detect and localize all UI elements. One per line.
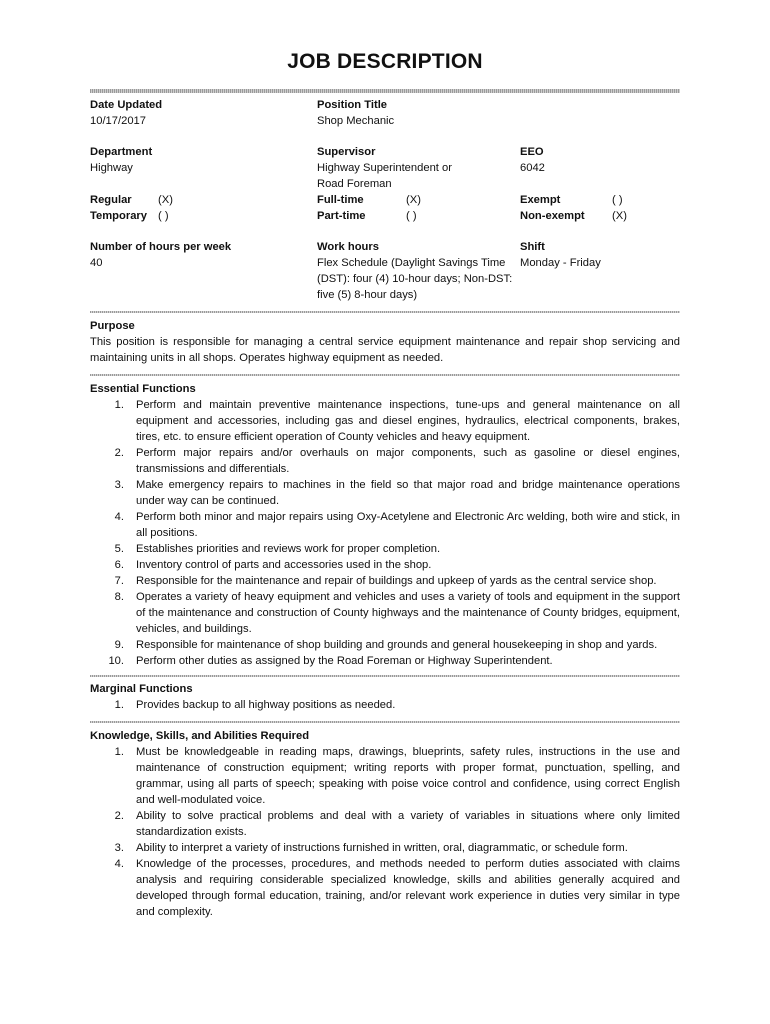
fulltime-label: Full-time	[317, 194, 364, 206]
list-number: 2.	[114, 810, 124, 822]
list-item	[90, 445, 680, 477]
position-title-label: Position Title	[317, 99, 388, 111]
list-item	[90, 541, 680, 557]
supervisor-label: Supervisor	[317, 146, 376, 158]
list-item-text: Operates a variety of heavy equipment and vehicles and uses a variety of tools and equipment in the support of the maintenance and construction of County highways and the maintenance of County bridges, equipment, vehicles, and buildings.	[136, 591, 680, 635]
list-number: 3.	[114, 842, 124, 854]
list-number: 10.	[108, 655, 124, 667]
essential-functions-list	[90, 397, 680, 669]
list-item	[90, 509, 680, 541]
list-item-text: Provides backup to all highway positions as needed.	[136, 699, 396, 711]
exempt-checkbox: ( )	[612, 194, 623, 206]
ksa-heading: Knowledge, Skills, and Abilities Required	[90, 730, 310, 742]
list-number: 4.	[114, 858, 124, 870]
temporary-checkbox: ( )	[158, 210, 169, 222]
list-item	[90, 557, 680, 573]
list-item-text: Knowledge of the processes, procedures, and methods needed to perform duties associated with claims analysis and requiring considerable specialized knowledge, skills and abilities generally acquired and developed through formal education, training, and/or relevant work experience in duties very similar in type and complexity.	[136, 858, 680, 918]
essential-functions-heading: Essential Functions	[90, 383, 196, 395]
workhours-line-1: Flex Schedule (Daylight Savings Time	[317, 257, 506, 269]
department-value: Highway	[90, 162, 133, 174]
list-item	[90, 697, 680, 713]
marginal-functions-heading: Marginal Functions	[90, 683, 193, 695]
date-updated-value: 10/17/2017	[90, 115, 146, 127]
supervisor-value-line-2: Road Foreman	[317, 178, 392, 190]
ksa-list	[90, 744, 680, 920]
date-updated-label: Date Updated	[90, 99, 163, 111]
list-item-text: Ability to solve practical problems and deal with a variety of variables in situations where only limited standardization exists.	[136, 810, 680, 838]
list-item	[90, 477, 680, 509]
nonexempt-checkbox: (X)	[612, 210, 627, 222]
list-item-text: Perform major repairs and/or overhauls on major components, such as gasoline or diesel engines, transmissions and differentials.	[136, 447, 680, 475]
list-number: 1.	[114, 746, 124, 758]
regular-label: Regular	[90, 194, 132, 206]
department-label: Department	[90, 146, 153, 158]
list-number: 5.	[114, 543, 124, 555]
list-item	[90, 744, 680, 808]
list-item-text: Perform both minor and major repairs using Oxy-Acetylene and Electronic Arc welding, both wire and stick, in all positions.	[136, 511, 680, 539]
list-item	[90, 637, 680, 653]
workhours-label: Work hours	[317, 241, 379, 253]
list-item	[90, 397, 680, 445]
shift-value: Monday - Friday	[520, 257, 601, 269]
purpose-text: This position is responsible for managing a central service equipment maintenance and repair shop servicing and maintaining units in all shops. Operates highway equipment as needed.	[90, 336, 680, 364]
list-number: 6.	[114, 559, 124, 571]
document-title: JOB DESCRIPTION	[287, 50, 483, 73]
shift-label: Shift	[520, 241, 545, 253]
list-item-text: Make emergency repairs to machines in the field so that major road and bridge maintenance operations under way can be continued.	[136, 479, 680, 507]
section-divider	[90, 721, 680, 723]
parttime-checkbox: ( )	[406, 210, 417, 222]
exempt-label: Exempt	[520, 194, 561, 206]
list-item	[90, 856, 680, 920]
list-item-text: Establishes priorities and reviews work for proper completion.	[136, 543, 441, 555]
marginal-functions-list	[90, 697, 680, 713]
parttime-label: Part-time	[317, 210, 366, 222]
hours-label: Number of hours per week	[90, 241, 232, 253]
list-item-text: Responsible for maintenance of shop building and grounds and general housekeeping in shop and yards.	[136, 639, 658, 651]
workhours-line-3: five (5) 8-hour days)	[317, 289, 418, 301]
list-item-text: Perform other duties as assigned by the Road Foreman or Highway Superintendent.	[136, 655, 553, 667]
eeo-value: 6042	[520, 162, 545, 174]
nonexempt-label: Non-exempt	[520, 210, 585, 222]
section-divider	[90, 675, 680, 677]
supervisor-value-line-1: Highway Superintendent or	[317, 162, 452, 174]
list-item-text: Inventory control of parts and accessories used in the shop.	[136, 559, 432, 571]
list-item-text: Ability to interpret a variety of instructions furnished in written, oral, diagrammatic, or schedule form.	[136, 842, 628, 854]
temporary-label: Temporary	[90, 210, 147, 222]
list-item	[90, 589, 680, 637]
regular-checkbox: (X)	[158, 194, 173, 206]
list-number: 4.	[114, 511, 124, 523]
list-number: 7.	[114, 575, 124, 587]
list-item	[90, 573, 680, 589]
section-divider	[90, 311, 680, 313]
list-number: 9.	[114, 639, 124, 651]
list-number: 1.	[114, 699, 124, 711]
section-divider	[90, 374, 680, 376]
position-title-value: Shop Mechanic	[317, 115, 395, 127]
list-number: 3.	[114, 479, 124, 491]
list-item-text: Must be knowledgeable in reading maps, drawings, blueprints, safety rules, instructions in the use and maintenance of construction equipment; writing reports with proper format, punctuation, spelling, and grammar, using all parts of speech; speaking with poise voice control and confidence, using correct English and well-modulated voice.	[136, 746, 680, 806]
list-number: 8.	[114, 591, 124, 603]
title-divider	[90, 89, 680, 93]
list-item-text: Perform and maintain preventive maintenance inspections, tune-ups and general maintenance on all equipment and accessories, including gas and diesel engines, hydraulics, electrical components, brakes, tires, etc. to ensure efficient operation of County vehicles and heavy equipment.	[136, 399, 680, 443]
list-number: 1.	[114, 399, 124, 411]
eeo-label: EEO	[520, 146, 544, 158]
list-item-text: Responsible for the maintenance and repair of buildings and upkeep of yards as the central service shop.	[136, 575, 657, 587]
list-item	[90, 653, 680, 669]
list-number: 2.	[114, 447, 124, 459]
purpose-heading: Purpose	[90, 320, 135, 332]
list-item	[90, 840, 680, 856]
workhours-line-2: (DST): four (4) 10-hour days; Non-DST:	[317, 273, 513, 285]
hours-value: 40	[90, 257, 103, 269]
fulltime-checkbox: (X)	[406, 194, 421, 206]
list-item	[90, 808, 680, 840]
